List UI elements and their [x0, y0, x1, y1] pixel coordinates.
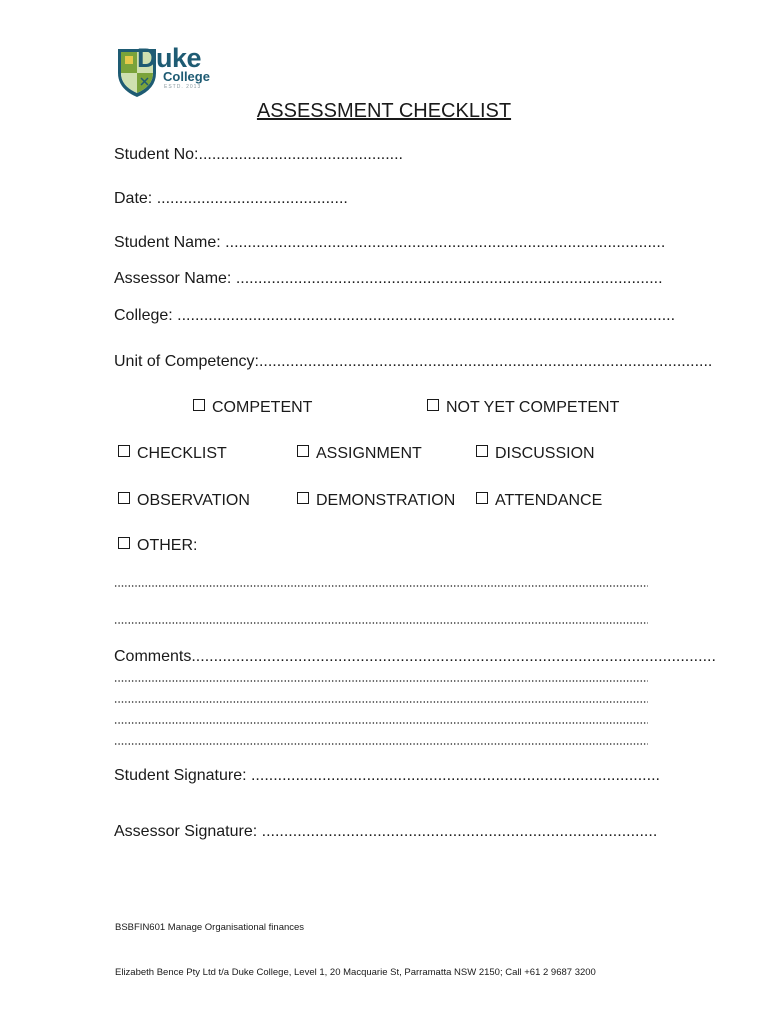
other-line-2[interactable] — [114, 622, 648, 624]
discussion-option[interactable] — [476, 444, 595, 464]
unit-of-competency-field[interactable] — [114, 352, 713, 372]
competent-checkbox[interactable] — [193, 399, 205, 411]
assessor-signature-dots: ......................................................................................... — [261, 823, 658, 840]
unit-code-footer: BSBFIN601 Manage Organisational finances — [115, 922, 305, 933]
comments-field[interactable] — [114, 647, 716, 667]
demonstration-checkbox[interactable] — [297, 492, 309, 504]
logo-est-text: ESTD. 2013 — [164, 84, 202, 90]
assessor-signature-label: Assessor Signature: — [114, 823, 262, 840]
assignment-label: ASSIGNMENT — [316, 445, 422, 462]
comments-line-2[interactable] — [114, 701, 648, 703]
observation-checkbox[interactable] — [118, 492, 130, 504]
date-dots: ........................................... — [156, 190, 348, 207]
document-title: ASSESSMENT CHECKLIST — [256, 100, 512, 122]
assessor-name-dots: ................................................................................................ — [235, 270, 663, 287]
other-line-1[interactable] — [114, 585, 648, 587]
assignment-checkbox[interactable] — [297, 445, 309, 457]
competent-label: COMPETENT — [212, 399, 313, 416]
logo-sub-text: College — [163, 69, 210, 84]
student-name-dots: ................................................................................................... — [225, 234, 666, 251]
attendance-option[interactable] — [476, 491, 602, 511]
other-checkbox[interactable] — [118, 537, 130, 549]
checklist-label: CHECKLIST — [137, 445, 227, 462]
other-option[interactable] — [118, 536, 197, 556]
comments-dots: ...................................................................................................................... — [191, 648, 716, 665]
student-signature-field[interactable] — [114, 766, 660, 786]
comments-line-4[interactable] — [114, 743, 648, 745]
student-no-label: Student No: — [114, 146, 199, 163]
logo-brand-text: Duke — [137, 43, 202, 73]
checklist-checkbox[interactable] — [118, 445, 130, 457]
date-label: Date: — [114, 190, 157, 207]
company-footer: Elizabeth Bence Pty Ltd t/a Duke College, Level 1, 20 Macquarie St, Parramatta NSW 2150; Call +61 2 9687 3200 — [115, 967, 596, 978]
comments-label: Comments — [114, 648, 192, 665]
college-label: College: — [114, 307, 178, 324]
checklist-option[interactable] — [118, 444, 227, 464]
not-yet-competent-checkbox[interactable] — [427, 399, 439, 411]
demonstration-option[interactable] — [297, 491, 455, 511]
not-yet-competent-option[interactable] — [427, 398, 619, 418]
discussion-checkbox[interactable] — [476, 445, 488, 457]
assessor-name-label: Assessor Name: — [114, 270, 236, 287]
not-yet-competent-label: NOT YET COMPETENT — [446, 399, 620, 416]
student-no-field[interactable] — [114, 145, 403, 165]
student-signature-label: Student Signature: — [114, 767, 251, 784]
student-name-field[interactable] — [114, 233, 666, 253]
demonstration-label: DEMONSTRATION — [316, 492, 456, 509]
comments-line-3[interactable] — [114, 722, 648, 724]
attendance-label: ATTENDANCE — [495, 492, 603, 509]
unit-of-competency-label: Unit of Competency: — [114, 353, 259, 370]
assessor-signature-field[interactable] — [114, 822, 658, 842]
unit-of-competency-dots: ...................................................................................................... — [258, 353, 713, 370]
student-name-label: Student Name: — [114, 234, 226, 251]
assessor-name-field[interactable] — [114, 269, 663, 289]
other-label: OTHER: — [137, 537, 198, 554]
date-field[interactable] — [114, 189, 348, 209]
discussion-label: DISCUSSION — [495, 445, 595, 462]
observation-label: OBSERVATION — [137, 492, 250, 509]
competent-option[interactable] — [193, 398, 312, 418]
assignment-option[interactable] — [297, 444, 422, 464]
observation-option[interactable] — [118, 491, 250, 511]
duke-college-logo — [116, 45, 216, 99]
comments-line-1[interactable] — [114, 680, 648, 682]
attendance-checkbox[interactable] — [476, 492, 488, 504]
student-signature-dots: ............................................................................................ — [250, 767, 660, 784]
student-no-dots: .............................................. — [198, 146, 403, 163]
college-dots: ................................................................................................................ — [177, 307, 676, 324]
college-field[interactable] — [114, 306, 676, 326]
